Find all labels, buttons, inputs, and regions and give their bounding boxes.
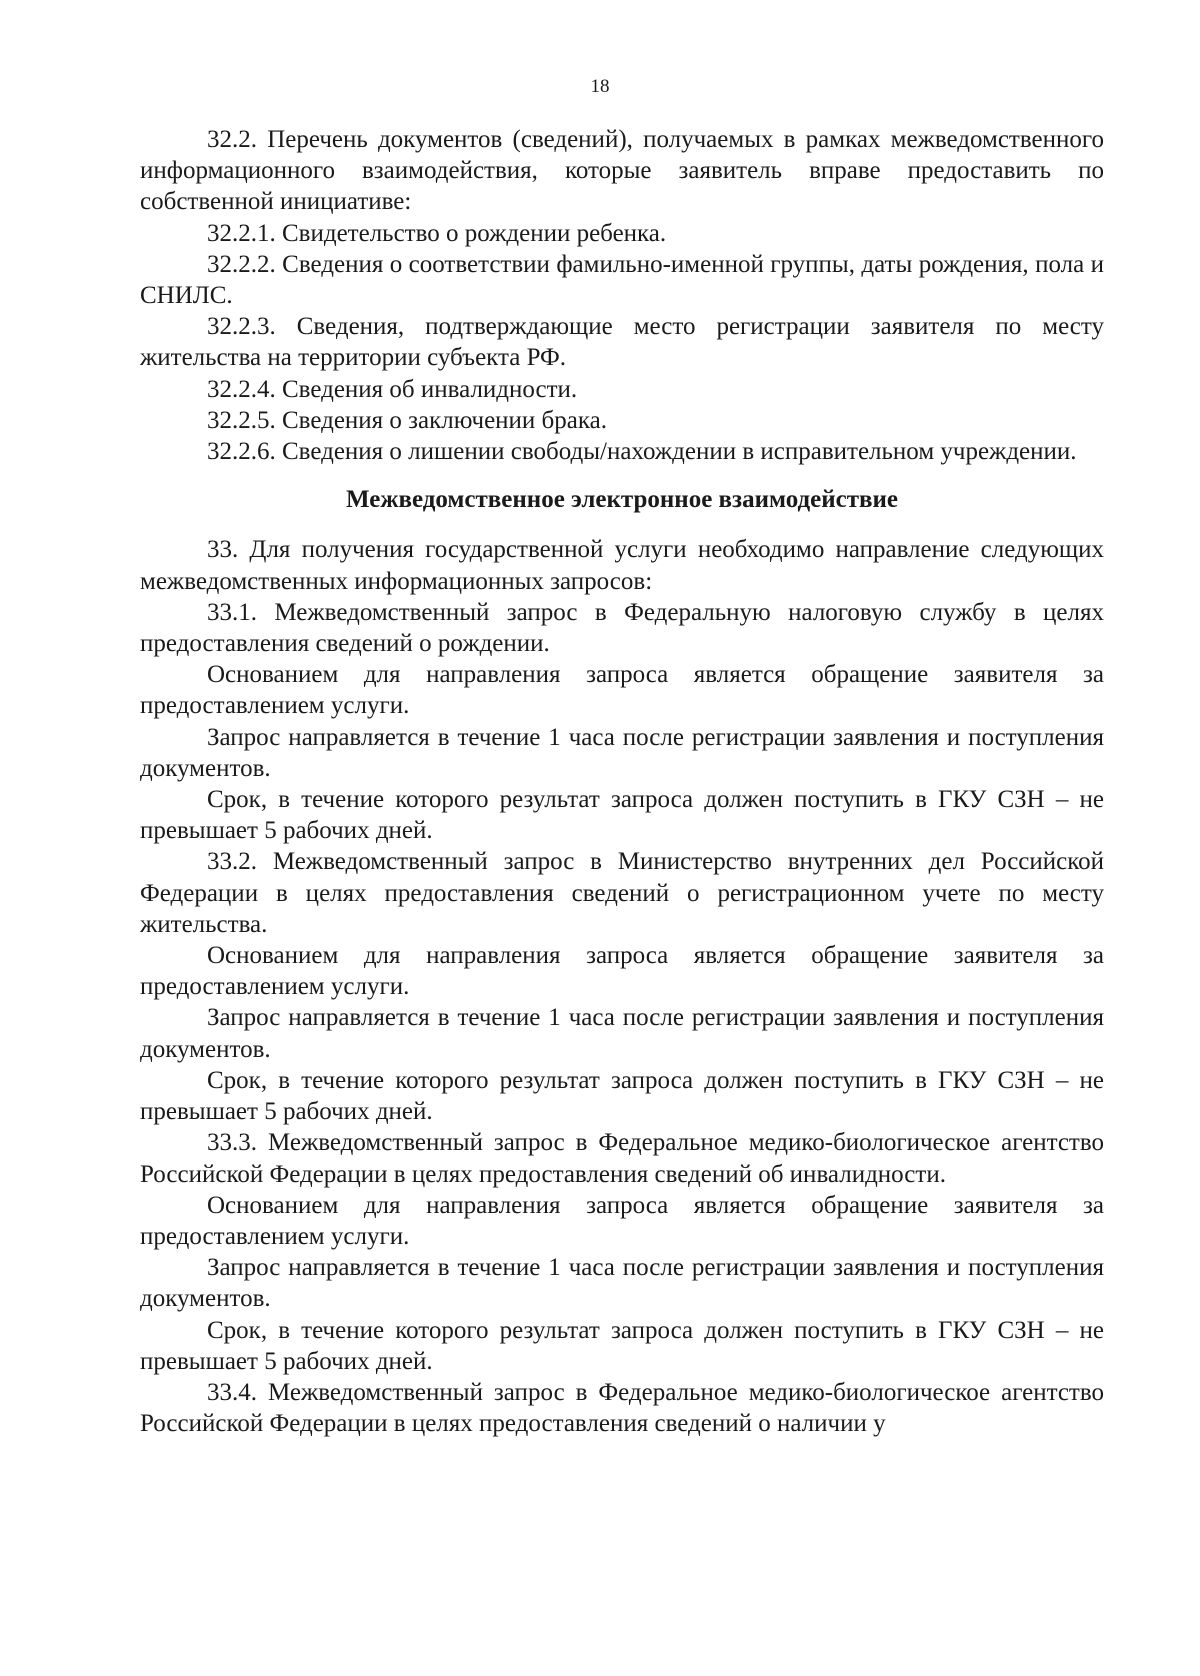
page-number: 18 (590, 76, 610, 97)
paragraph-33-4: 33.4. Межведомственный запрос в Федеральное медико-биологическое агентство Российской Федерации в целях предоставления сведений о наличии у (140, 1378, 1104, 1438)
paragraph-33: 33. Для получения государственной услуги необходимо направление следующих межведомственных информационных запросов: (140, 536, 1104, 595)
paragraph-33-3-timing: Запрос направляется в течение 1 часа после регистрации заявления и поступления документов. (140, 1254, 1104, 1313)
document-body (140, 124, 1104, 1439)
section-heading: Межведомственное электронное взаимодействие (345, 486, 899, 514)
paragraph-32-2: 32.2. Перечень документов (сведений), получаемых в рамках межведомственного информационного взаимодействия, которые заявитель вправе предоставить по собственной инициативе: (140, 126, 1104, 216)
paragraph-32-2-5: 32.2.5. Сведения о заключении брака. (207, 406, 607, 434)
paragraph-33-2-basis: Основанием для направления запроса является обращение заявителя за предоставлением услуги. (140, 942, 1104, 1001)
paragraph-32-2-3: 32.2.3. Сведения, подтверждающие место регистрации заявителя по месту жительства на территории субъекта РФ. (140, 313, 1104, 372)
paragraph-33-1: 33.1. Межведомственный запрос в Федеральную налоговую службу в целях предоставления сведений о рождении. (140, 598, 1104, 658)
paragraph-33-1-timing: Запрос направляется в течение 1 часа после регистрации заявления и поступления документов. (140, 723, 1104, 782)
paragraph-33-2: 33.2. Межведомственный запрос в Министерство внутренних дел Российской Федерации в целях предоставления сведений о регистрационном учете по месту жительства. (140, 848, 1104, 938)
paragraph-33-2-timing: Запрос направляется в течение 1 часа после регистрации заявления и поступления документов. (140, 1004, 1104, 1063)
paragraph-32-2-1: 32.2.1. Свидетельство о рождении ребенка. (207, 219, 667, 247)
paragraph-33-3-deadline: Срок, в течение которого результат запроса должен поступить в ГКУ СЗН – не превышает 5 рабочих дней. (140, 1316, 1104, 1375)
section-32-2 (140, 124, 1104, 467)
section-33 (140, 534, 1104, 1439)
paragraph-33-1-basis: Основанием для направления запроса является обращение заявителя за предоставлением услуги. (140, 661, 1104, 720)
paragraph-32-2-2: 32.2.2. Сведения о соответствии фамильно-именной группы, даты рождения, пола и СНИЛС. (140, 250, 1104, 310)
paragraph-33-1-deadline: Срок, в течение которого результат запроса должен поступить в ГКУ СЗН – не превышает 5 рабочих дней. (140, 786, 1104, 845)
paragraph-33-3: 33.3. Межведомственный запрос в Федеральное медико-биологическое агентство Российской Федерации в целях предоставления сведений об инвалидности. (140, 1129, 1104, 1188)
paragraph-33-3-basis: Основанием для направления запроса является обращение заявителя за предоставлением услуги. (140, 1191, 1104, 1250)
paragraph-33-2-deadline: Срок, в течение которого результат запроса должен поступить в ГКУ СЗН – не превышает 5 рабочих дней. (140, 1066, 1104, 1126)
paragraph-32-2-6: 32.2.6. Сведения о лишении свободы/нахождении в исправительном учреждении. (207, 438, 1077, 466)
paragraph-32-2-4: 32.2.4. Сведения об инвалидности. (207, 375, 578, 403)
